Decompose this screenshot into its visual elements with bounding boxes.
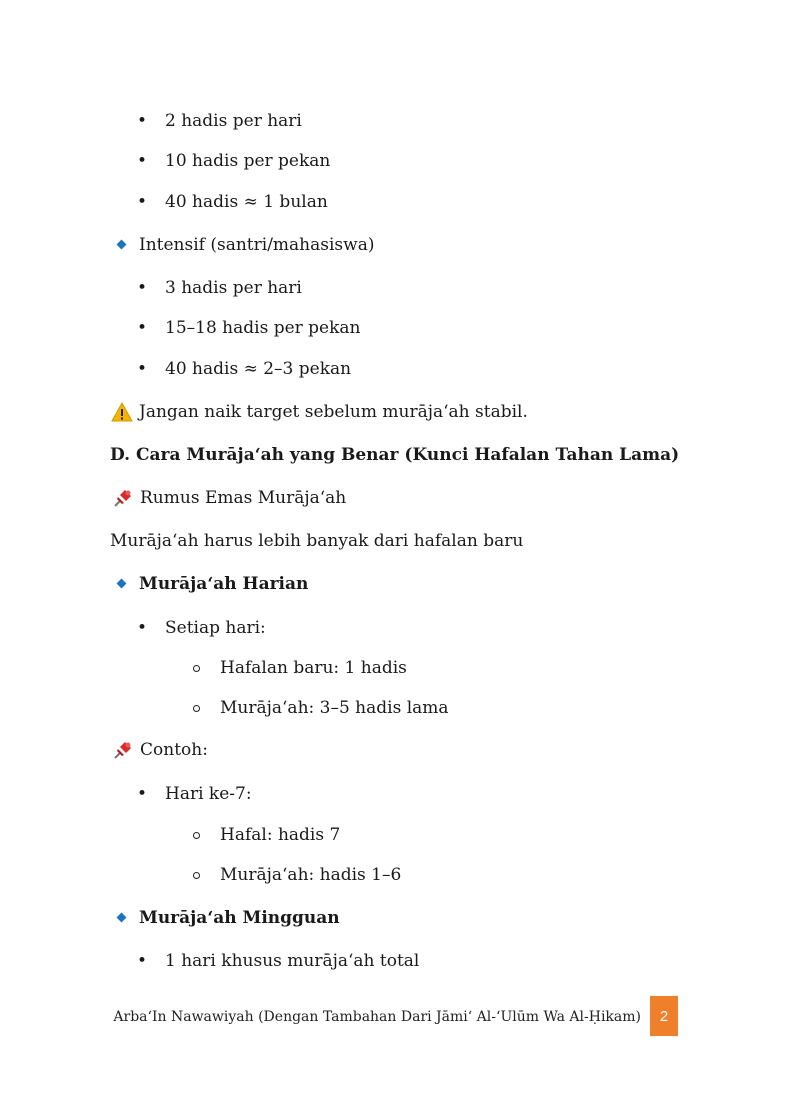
bullet-dot: • <box>137 951 148 971</box>
circle-bullet-icon <box>193 872 200 879</box>
warning-text: Jangan naik target sebelum murāja‘ah stabil. <box>139 402 528 422</box>
bullet-dot: • <box>137 784 148 804</box>
list-item: 15–18 hadis per pekan <box>165 318 361 338</box>
footer-title: Arba‘In Nawawiyah (Dengan Tambahan Dari Jāmi‘ Al-‘Ulūm Wa Al-Ḥikam) <box>113 1009 641 1025</box>
intensif-label: Intensif (santri/mahasiswa) <box>139 235 375 255</box>
page-number: 2 <box>659 1007 669 1025</box>
subsection-heading: Murāja‘ah Mingguan <box>139 908 340 928</box>
list-item: Setiap hari: <box>165 618 266 638</box>
list-item: 3 hadis per hari <box>165 278 302 298</box>
page-number-badge <box>650 996 678 1036</box>
sub-list-item: Hafalan baru: 1 hadis <box>220 658 407 678</box>
sub-list-item: Murāja‘ah: hadis 1–6 <box>220 865 402 885</box>
pushpin-icon <box>112 739 134 761</box>
circle-bullet-icon <box>193 665 200 672</box>
bullet-dot: • <box>137 151 148 171</box>
list-item: Hari ke-7: <box>165 784 252 804</box>
rumus-label: Rumus Emas Murāja‘ah <box>140 488 347 508</box>
list-item: 40 hadis ≈ 1 bulan <box>165 192 328 212</box>
sub-list-item: Murāja‘ah: 3–5 hadis lama <box>220 698 449 718</box>
bullet-dot: • <box>137 359 148 379</box>
diamond-bullet-icon <box>117 579 127 589</box>
bullet-dot: • <box>137 278 148 298</box>
bullet-dot: • <box>137 318 148 338</box>
list-item: 40 hadis ≈ 2–3 pekan <box>165 359 352 379</box>
contoh-label: Contoh: <box>140 740 208 760</box>
pushpin-icon <box>112 487 134 509</box>
rumus-text: Murāja‘ah harus lebih banyak dari hafalan baru <box>110 531 524 551</box>
warning-icon <box>111 402 133 422</box>
list-item: 1 hari khusus murāja‘ah total <box>165 951 420 971</box>
sub-list-item: Hafal: hadis 7 <box>220 825 341 845</box>
subsection-heading: Murāja‘ah Harian <box>139 574 309 594</box>
list-item: 2 hadis per hari <box>165 111 302 131</box>
diamond-bullet-icon <box>117 913 127 923</box>
bullet-dot: • <box>137 111 148 131</box>
diamond-bullet-icon <box>117 240 127 250</box>
circle-bullet-icon <box>193 705 200 712</box>
list-item: 10 hadis per pekan <box>165 151 331 171</box>
section-heading: D. Cara Murāja‘ah yang Benar (Kunci Hafalan Tahan Lama) <box>110 445 680 465</box>
bullet-dot: • <box>137 192 148 212</box>
circle-bullet-icon <box>193 832 200 839</box>
bullet-dot: • <box>137 618 148 638</box>
